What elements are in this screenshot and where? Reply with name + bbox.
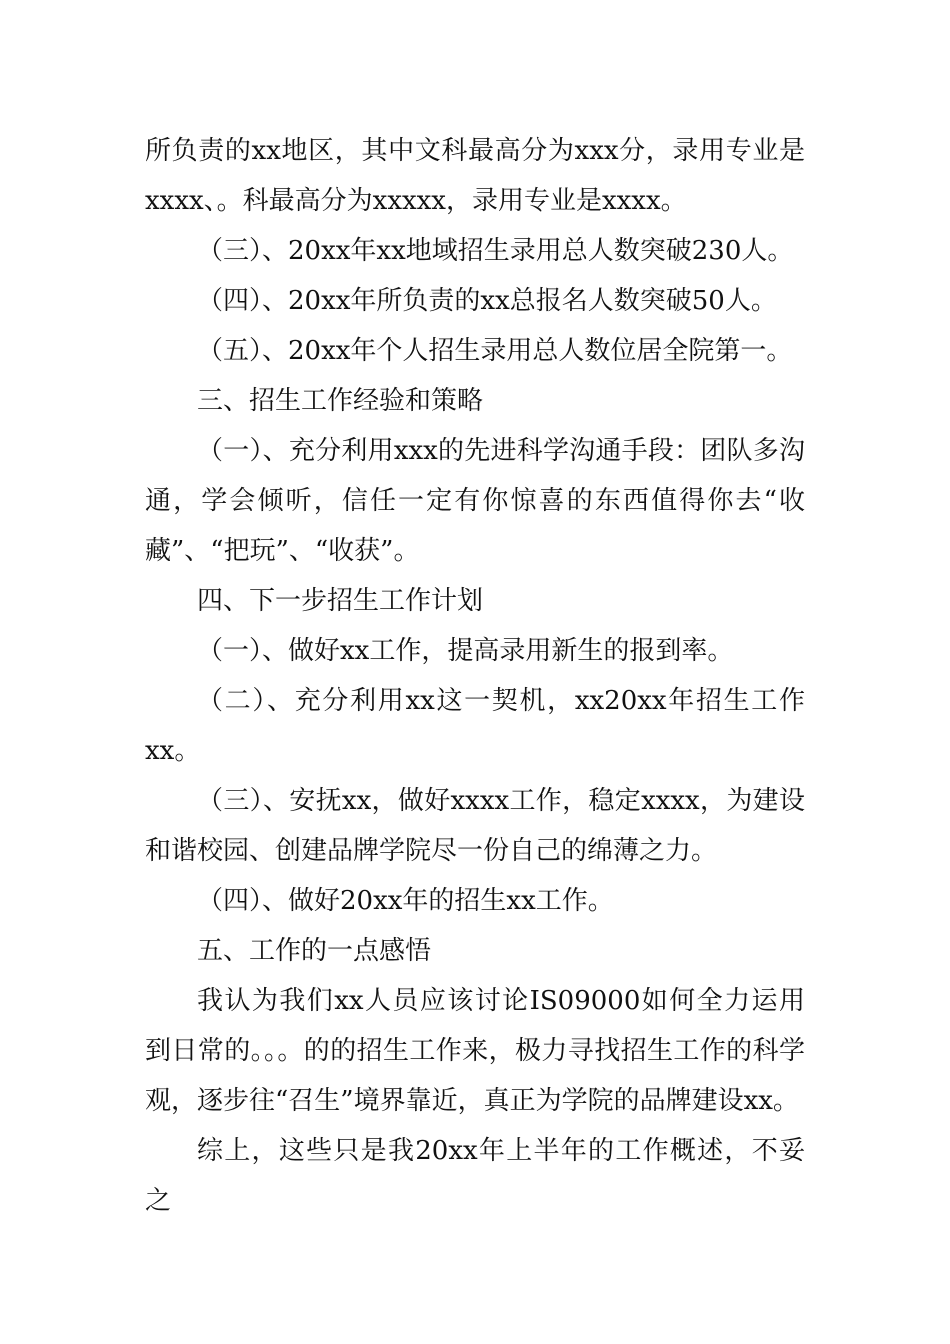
paragraph-5: （一）、充分利用xxx的先进科学沟通手段：团队多沟通，学会倾听，信任一定有你惊喜的东西值得你去“收藏”、“把玩”、“收获”。: [145, 436, 805, 566]
paragraph-8: （三）、安抚xx，做好xxxx工作，稳定xxxx，为建设和谐校园、创建品牌学院尽一份自己的绵薄之力。: [145, 786, 805, 866]
paragraph-1: 所负责的xx地区，其中文科最高分为xxx分，录用专业是xxxx、。科最高分为xxxxx，录用专业是xxxx。: [145, 136, 805, 216]
paragraph-6: （一）、做好xx工作，提高录用新生的报到率。: [197, 636, 734, 666]
paragraph-2: （三）、20xx年xx地域招生录用总人数突破230人。: [197, 236, 794, 266]
section-heading-5: 五、工作的一点感悟: [197, 936, 432, 966]
section-heading-3: 三、招生工作经验和策略: [197, 386, 484, 416]
paragraph-9: （四）、做好20xx年的招生xx工作。: [197, 886, 614, 916]
section-heading-4: 四、下一步招生工作计划: [197, 586, 484, 616]
document-body: [145, 126, 805, 1226]
paragraph-11: 综上，这些只是我20xx年上半年的工作概述，不妥之: [145, 1136, 805, 1216]
paragraph-4: （五）、20xx年个人招生录用总人数位居全院第一。: [197, 336, 793, 366]
paragraph-7: （二）、充分利用xx这一契机，xx20xx年招生工作xx。: [145, 686, 805, 766]
paragraph-3: （四）、20xx年所负责的xx总报名人数突破50人。: [197, 286, 777, 316]
paragraph-10: 我认为我们xx人员应该讨论IS09000如何全力运用到日常的。。。的的招生工作来，极力寻找招生工作的科学观，逐步往“召生”境界靠近，真正为学院的品牌建设xx。: [145, 986, 805, 1116]
